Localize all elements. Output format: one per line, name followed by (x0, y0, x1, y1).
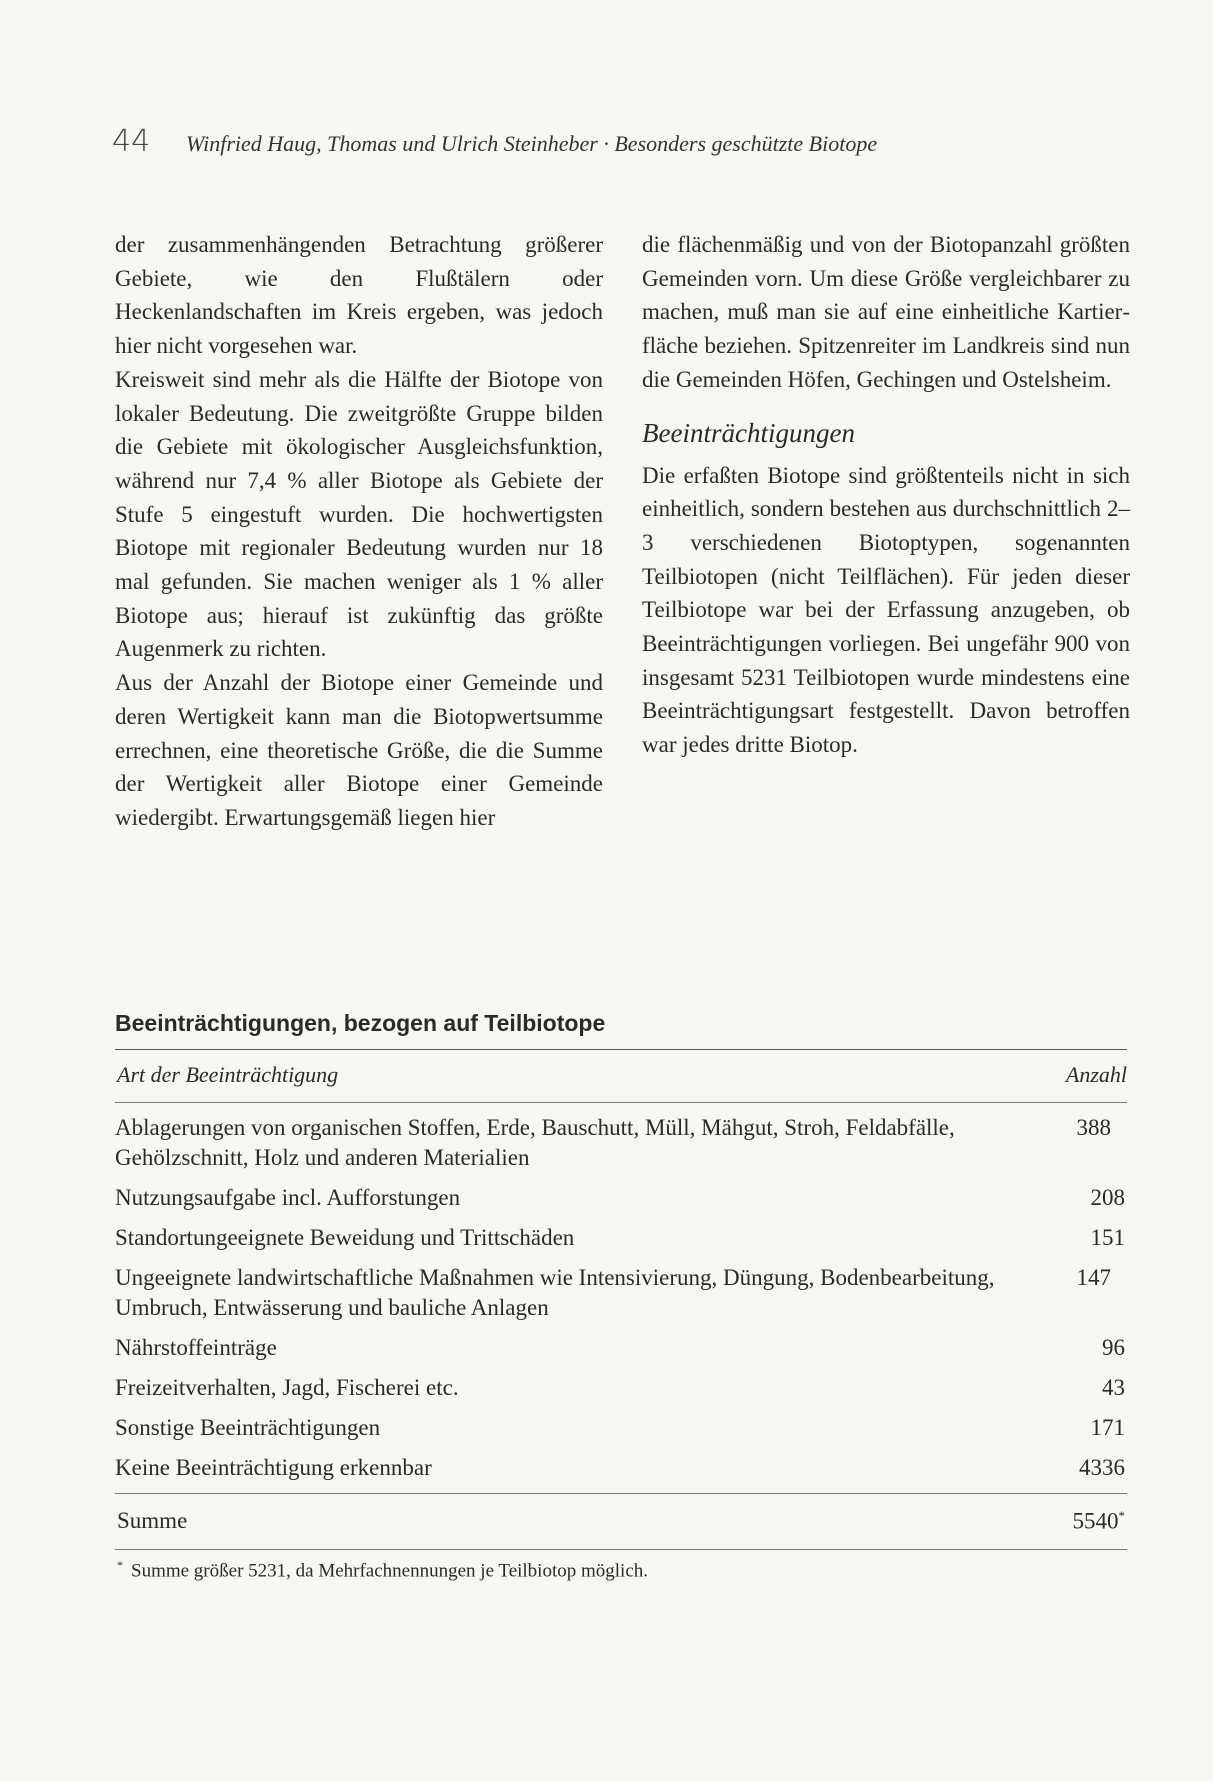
table-row (115, 1333, 1127, 1363)
running-head: Winfried Haug, Thomas und Ulrich Steinheber · Besonders geschützte Biotope (186, 131, 878, 156)
row-description: Nährstoffeinträge (115, 1335, 277, 1360)
table-row (115, 1223, 1127, 1253)
row-count: 151 (1090, 1225, 1125, 1250)
right-paragraph-2: Die erfaßten Biotope sind größtenteils nicht in sich einheitlich, sondern bestehen aus durchschnittlich 2–3 verschiedenen Biotoptypen, sogenannten Teilbiotopen (nicht Teilflächen). Für jeden dieser Teilbiotope war bei der Erfassung anzugeben, ob Beeinträchtigungen vorliegen. Bei ungefähr 900 von insgesamt 5231 Teilbiotopen wurde mindestens eine Beeinträchtigungsart festgestellt. Davon betroffen war jedes dritte Biotop. (642, 462, 1130, 758)
row-description: Sonstige Beeinträchtigungen (115, 1415, 381, 1440)
table-row (115, 1263, 1127, 1323)
left-paragraph-3: Aus der Anzahl der Biotope einer Gemeinde und deren Wertigkeit kann man die Biotopwertsumme errechnen, eine theoretische Größe, die die Summe der Wertigkeit aller Biotope einer Gemeinde wiedergibt. Erwartungsgemäß liegen hier (115, 670, 603, 830)
row-count: 208 (1090, 1185, 1125, 1210)
sum-label: Summe (117, 1508, 188, 1533)
table-row (115, 1453, 1127, 1483)
row-description: Nutzungsaufgabe incl. Aufforstungen (115, 1185, 461, 1210)
row-description: Ablagerungen von organischen Stoffen, Erde, Bauschutt, Müll, Mähgut, Stroh, Feldabfälle, Gehölzschnitt, Holz und anderen Materialien (115, 1115, 955, 1170)
table-body (115, 1103, 1127, 1483)
row-count: 147 (1076, 1265, 1111, 1290)
left-column (115, 228, 603, 835)
right-column (642, 228, 1130, 762)
sum-value: 5540 (1072, 1508, 1119, 1534)
row-description: Standortungeeignete Beweidung und Trittschäden (115, 1225, 575, 1250)
sum-row (115, 1493, 1127, 1550)
left-paragraph-1: der zusammenhängenden Betrachtung größerer Gebiete, wie den Flußtälern oder Heckenlandschaften im Kreis ergeben, was jedoch hier nicht vorgesehen war. (115, 232, 603, 359)
table-row (115, 1373, 1127, 1403)
row-description: Freizeitverhalten, Jagd, Fischerei etc. (115, 1375, 459, 1400)
table-row (115, 1183, 1127, 1213)
sum-value-wrap (1073, 1508, 1126, 1535)
footnote (115, 1558, 1127, 1582)
row-count: 96 (1102, 1335, 1125, 1360)
column-header-type: Art der Beeinträchtigung (117, 1062, 339, 1087)
right-paragraph-1: die flächenmäßig und von der Biotopanzahl größten Gemeinden vorn. Um diese Größe vergleichbarer zu machen, muß man sie auf eine einheitliche Kartierfläche beziehen. Spitzenreiter im Landkreis sind nun die Gemeinden Höfen, Gechingen und Ostelsheim. (642, 232, 1130, 392)
row-count: 4336 (1079, 1455, 1125, 1480)
row-count: 43 (1102, 1375, 1125, 1400)
row-count: 171 (1090, 1415, 1125, 1440)
table-title: Beeinträchtigungen, bezogen auf Teilbiotope (115, 1010, 1127, 1050)
row-description: Keine Beeinträchtigung erkennbar (115, 1455, 432, 1480)
column-header-count: Anzahl (1065, 1062, 1127, 1087)
sum-footnote-marker: * (1118, 1508, 1125, 1523)
section-heading: Beeinträchtigungen (642, 417, 855, 448)
footnote-text: Summe größer 5231, da Mehrfachnennungen je Teilbiotop möglich. (131, 1559, 649, 1581)
table-row (115, 1413, 1127, 1443)
footnote-marker: * (117, 1557, 123, 1572)
page-header (112, 124, 1032, 164)
table-header (115, 1050, 1127, 1103)
impairments-table (115, 1010, 1127, 1582)
page-number: 44 (112, 124, 151, 159)
left-paragraph-2: Kreisweit sind mehr als die Hälfte der Biotope von lokaler Bedeutung. Die zweitgrößte Gruppe bilden die Gebiete mit ökologischer Ausgleichsfunktion, während nur 7,4 % aller Biotope als Gebiete der Stufe 5 eingestuft wurden. Die hochwertigsten Biotope mit regionaler Bedeutung wurden nur 18 mal gefunden. Sie machen weniger als 1 % aller Biotope aus; hierauf ist zukünftig das größte Augenmerk zu richten. (115, 366, 603, 662)
row-count: 388 (1076, 1115, 1111, 1140)
table-row (115, 1113, 1127, 1173)
row-description: Ungeeignete landwirtschaftliche Maßnahmen wie Intensivierung, Düngung, Bodenbearbeitung, Umbruch, Entwässerung und bauliche Anlagen (115, 1265, 995, 1320)
